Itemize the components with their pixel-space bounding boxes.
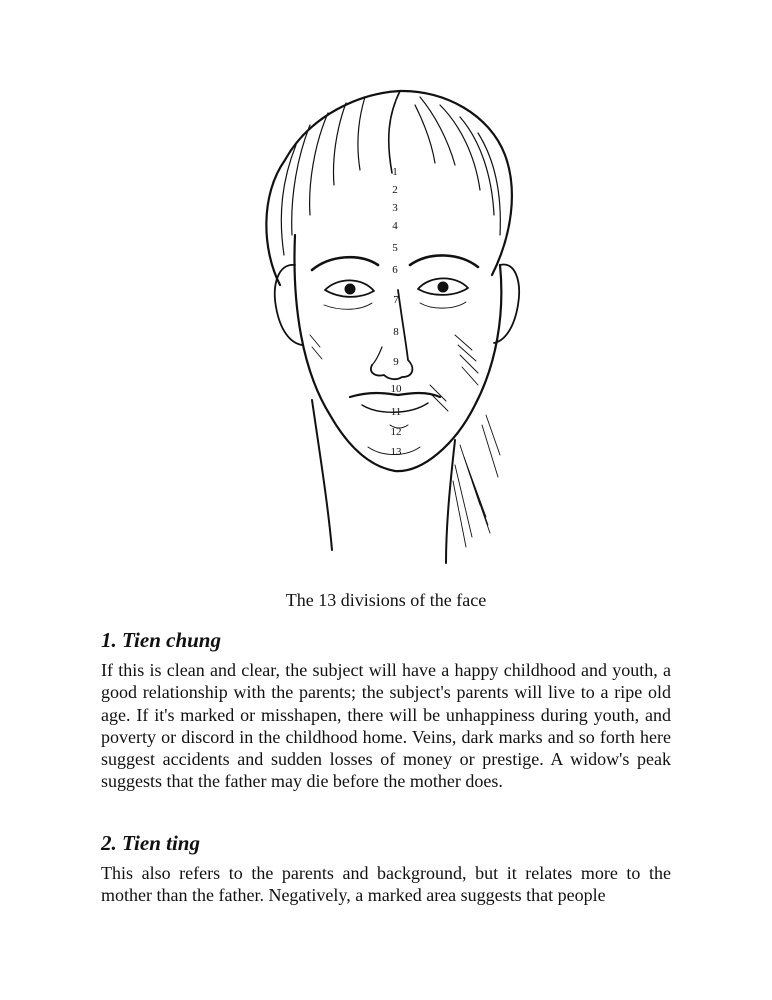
neck-shading — [453, 415, 500, 547]
division-label: 7 — [393, 294, 399, 306]
left-ear — [275, 265, 302, 345]
section-tien-ting — [101, 830, 671, 907]
left-eyebrow — [312, 257, 378, 270]
division-label: 9 — [393, 356, 399, 368]
section-tien-chung — [101, 627, 671, 793]
cheek-shading — [310, 335, 478, 411]
division-label: 3 — [392, 202, 398, 214]
figure-caption: The 13 divisions of the face — [285, 590, 487, 610]
division-label: 10 — [390, 383, 402, 395]
section-heading: 2. Tien ting — [101, 831, 200, 855]
hair-outline — [266, 91, 512, 285]
hair-part — [389, 91, 400, 173]
division-label: 4 — [392, 220, 398, 232]
nose — [371, 290, 412, 379]
neck-left — [312, 400, 332, 550]
division-label: 11 — [390, 406, 402, 418]
neck-right — [446, 440, 455, 563]
division-label: 13 — [390, 446, 402, 458]
section-heading: 1. Tien chung — [101, 628, 221, 652]
right-eyebrow — [410, 255, 478, 267]
section-body: This also refers to the parents and background, but it relates more to the mother than the father. Negatively, a marked area suggests that people — [101, 863, 671, 906]
left-pupil — [345, 284, 355, 294]
division-label: 2 — [392, 184, 398, 196]
right-pupil — [438, 282, 448, 292]
face-illustration — [250, 85, 525, 570]
division-label: 12 — [390, 426, 402, 438]
division-label: 5 — [392, 242, 398, 254]
division-label: 6 — [392, 264, 398, 276]
section-body: If this is clean and clear, the subject will have a happy childhood and youth, a good relationship with the parents; the subject's parents will live to a ripe old age. If it's marked or misshapen, there will be unhappiness during youth, and poverty or discord in the childhood home. Veins, dark marks and so forth here suggest accidents and sudden losses of money or prestige. A widow's peak suggests that the father may die before the mother does. — [101, 660, 671, 792]
division-label: 1 — [392, 166, 398, 178]
division-label: 8 — [393, 326, 399, 338]
